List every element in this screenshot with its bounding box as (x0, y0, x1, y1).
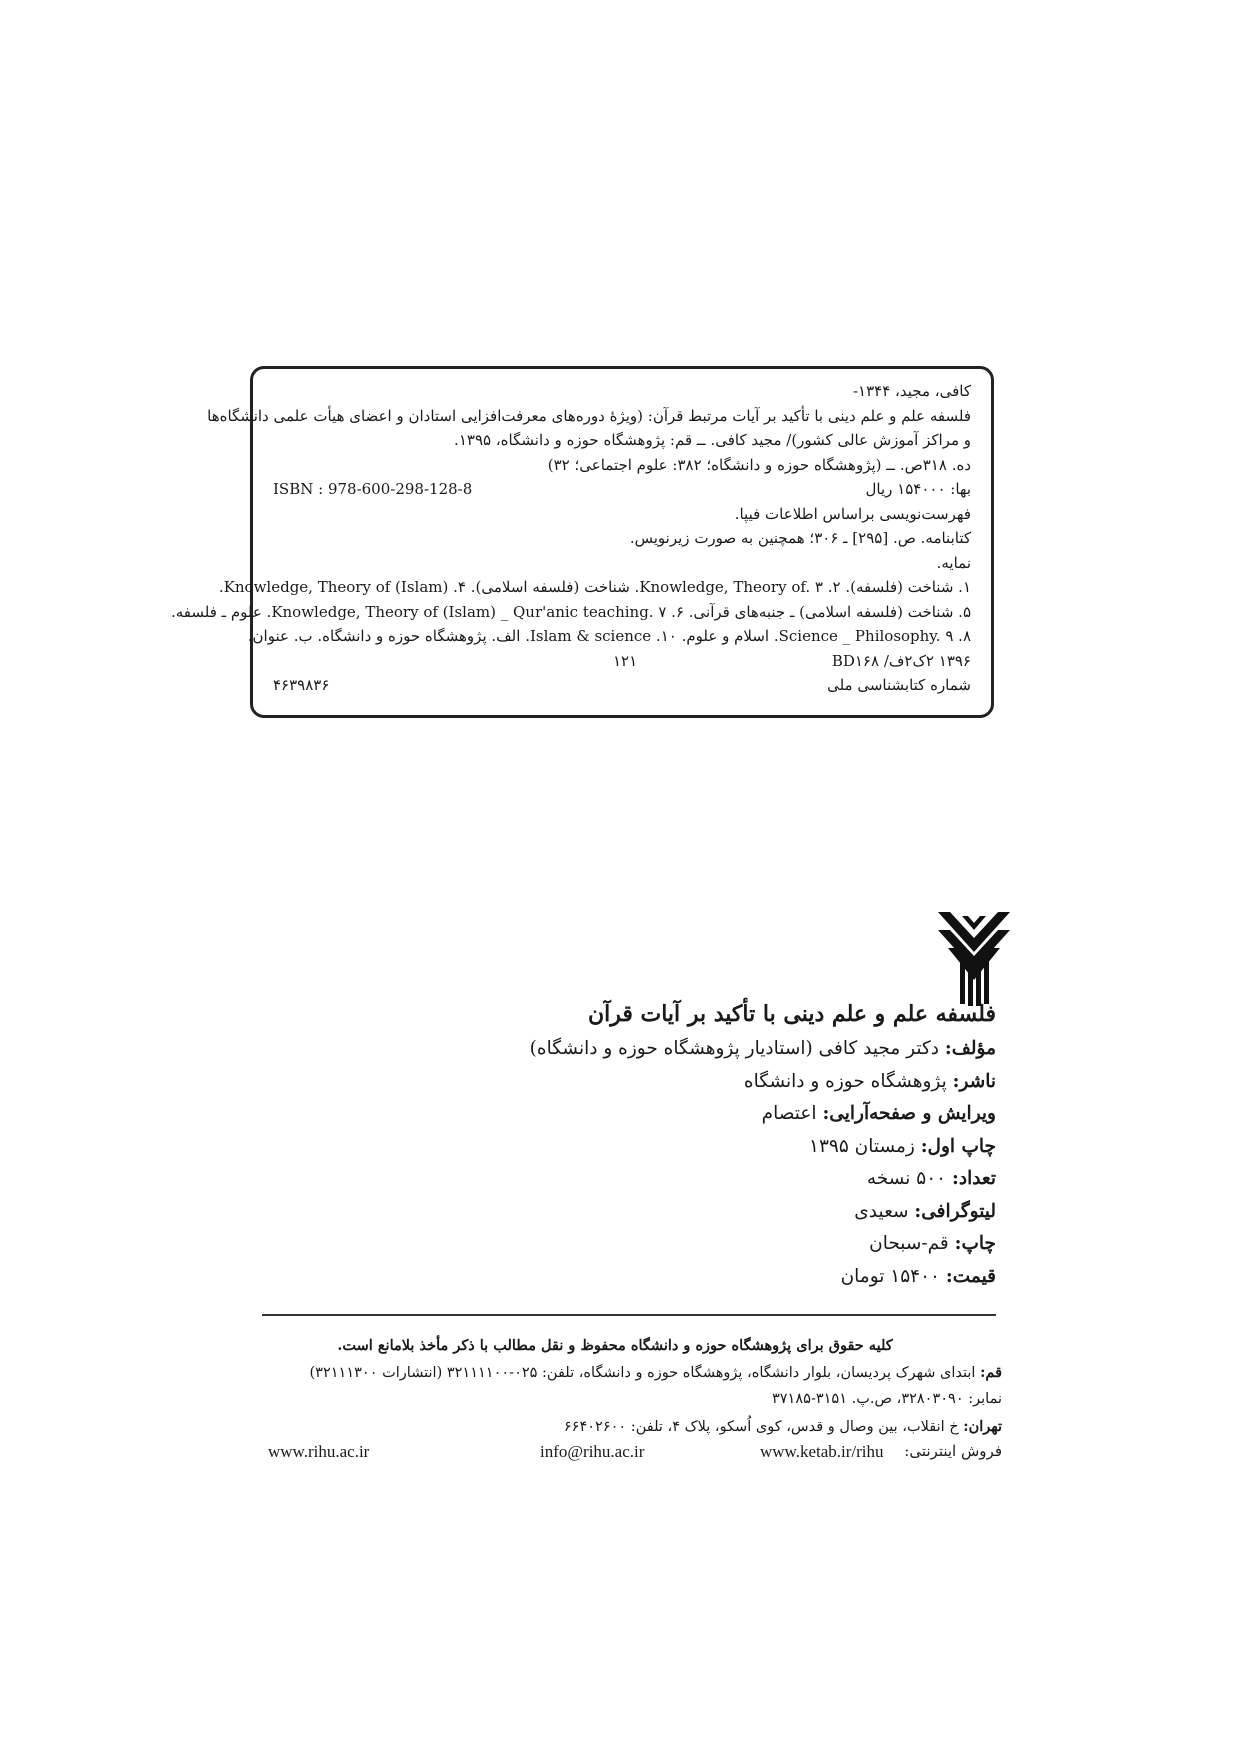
rights-notice: کلیه حقوق برای پژوهشگاه حوزه و دانشگاه محفوظ و نقل مطالب با ذکر مأخذ بلامانع است. (337, 1337, 893, 1354)
cip-index-line: نمایه. (936, 553, 971, 572)
cip-subjects-line-3: ۸. Science _ Philosophy. ۹. اسلام و علوم. ۱۰. Islam & science. الف. پژوهشگاه حوزه و دانشگاه. ب. عنوان. (247, 627, 971, 645)
cip-subjects-line-2: ۵. شناخت (فلسفه اسلامی) ـ جنبه‌های قرآنی. ۶. Knowledge, Theory of (Islam) _ Qur'anic teaching. ۷. علوم ـ فلسفه. (170, 602, 971, 621)
tehran-address: تهران: خ انقلاب، بین وصال و قدس، کوی اُسکو، پلاک ۴، تلفن: ۶۶۴۰۲۶۰۰ (563, 1418, 1002, 1435)
web-links-row (268, 1440, 1002, 1468)
print-line: چاپ: قم-سبحان (869, 1233, 996, 1254)
cip-price-line: بها: ۱۵۴۰۰۰ ریال ISBN : 978-600-298-128-8 (273, 477, 971, 502)
publisher-line: ناشر: پژوهشگاه حوزه و دانشگاه (743, 1070, 996, 1092)
dewey-number: ۱۲۱ (613, 651, 638, 670)
ketab-link[interactable]: www.ketab.ir/rihu (760, 1442, 884, 1461)
rihu-emblem-icon (936, 908, 1012, 1008)
lithography-line: لیتوگرافی: سعیدی (854, 1200, 996, 1222)
divider (262, 1314, 996, 1316)
editing-line: ویرایش و صفحه‌آرایی: اعتصام (761, 1103, 996, 1124)
website-link[interactable]: www.rihu.ac.ir (268, 1442, 370, 1461)
cip-national-line: شماره کتابشناسی ملی ۴۶۳۹۸۳۶ (273, 673, 971, 698)
online-sales-label: فروش اینترنتی: (904, 1442, 1002, 1460)
price-line: قیمت: ۱۵۴۰۰ تومان (840, 1265, 996, 1287)
qom-address: قم: ابتدای شهرک پردیسان، بلوار دانشگاه، پژوهشگاه حوزه و دانشگاه، تلفن: ۰۲۵-۳۲۱۱۱۱۰۰ (انتشارات ۳۲۱۱۱۳۰۰) (309, 1364, 1002, 1381)
cip-title-line: فلسفه علم و علم دینی با تأکید بر آیات مرتبط قرآن: (ویژهٔ دوره‌های معرفت‌افزایی استادان و اعضای هیأت علمی دانشگاه‌ها (207, 406, 971, 425)
national-number: ۴۶۳۹۸۳۶ (273, 676, 330, 694)
cip-catalog-box (170, 366, 994, 718)
edition-line: چاپ اول: زمستان ۱۳۹۵ (809, 1135, 996, 1157)
email-link[interactable]: info@rihu.ac.ir (540, 1442, 645, 1461)
book-title: فلسفه علم و علم دینی با تأکید بر آیات قرآن (587, 1001, 996, 1027)
cip-pages-line: ده. ۳۱۸ص. ــ (پژوهشگاه حوزه و دانشگاه؛ ۳۸۲: علوم اجتماعی؛ ۳۲) (547, 455, 971, 474)
fax-line: نمابر: ۳۲۸۰۳۰۹۰، ص.پ. ۳۱۵۱-۳۷۱۸۵ (771, 1391, 1002, 1407)
count-line: تعداد: ۵۰۰ نسخه (866, 1168, 996, 1189)
cip-classification-line: ۱۳۹۶ ۲ک۲ف/ BD۱۶۸ ۱۲۱ (273, 649, 971, 674)
book-credits (236, 995, 996, 1293)
footer (268, 1332, 1002, 1468)
cip-author-line: کافی، مجید، ۱۳۴۴- (852, 382, 971, 400)
cip-subjects-line-1: ۱. شناخت (فلسفه). ۲. Knowledge, Theory of. ۳. شناخت (فلسفه اسلامی). ۴. Knowledge, Theory of (Islam). (218, 578, 971, 596)
cip-title-cont-line: و مراکز آموزش عالی کشور)/ مجید کافی. ــ قم: پژوهشگاه حوزه و دانشگاه، ۱۳۹۵. (454, 431, 971, 449)
isbn: ISBN : 978-600-298-128-8 (273, 480, 473, 498)
author-line: مؤلف: دکتر مجید کافی (استادیار پژوهشگاه حوزه و دانشگاه) (529, 1038, 996, 1059)
cip-bibliography-line: کتابنامه. ص. [۲۹۵] ـ ۳۰۶؛ همچنین به صورت زیرنویس. (629, 529, 971, 547)
cip-note-line: فهرست‌نویسی براساس اطلاعات فیپا. (734, 504, 971, 523)
